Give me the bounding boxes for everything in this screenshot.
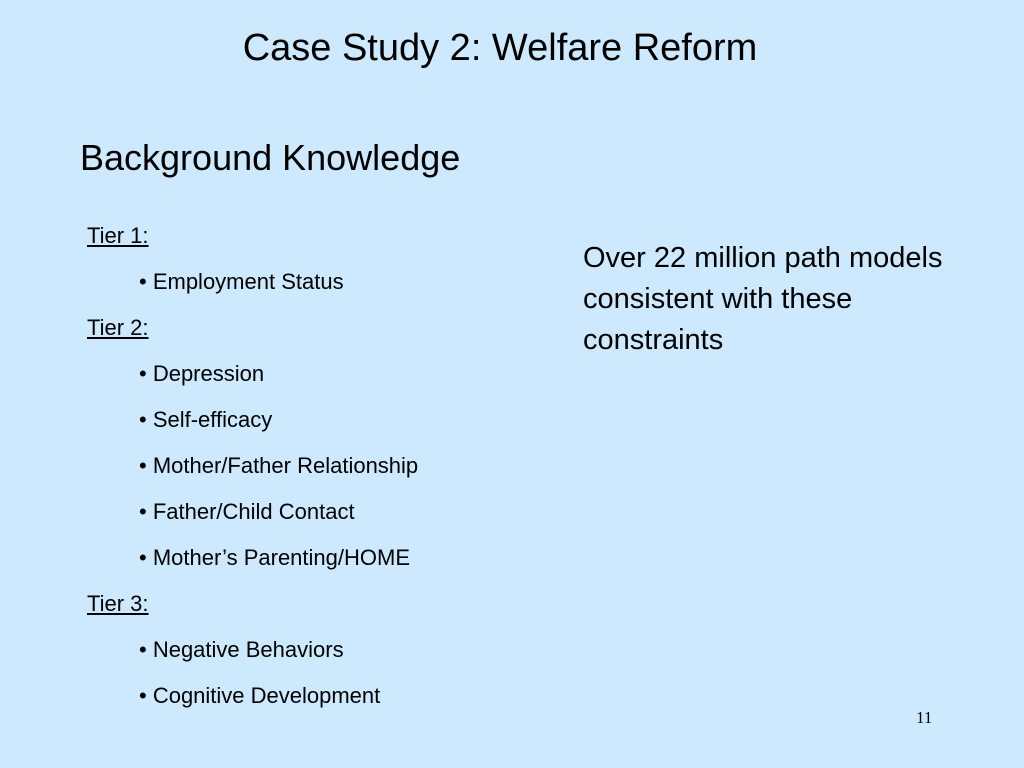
tier-label-1: Tier 1:: [87, 223, 149, 248]
tier-1-item: • Employment Status: [139, 269, 344, 294]
tier-2-item: • Mother’s Parenting/HOME: [139, 545, 410, 570]
tier-3-item: • Cognitive Development: [139, 683, 381, 708]
tier-3-item: • Negative Behaviors: [139, 637, 344, 662]
section-heading: Background Knowledge: [80, 137, 461, 178]
tier-2-item: • Mother/Father Relationship: [139, 453, 419, 478]
tier-label-3: Tier 3:: [87, 591, 149, 616]
tier-list: [87, 223, 418, 729]
tier-2-item: • Father/Child Contact: [139, 499, 355, 524]
tier-2-item: • Self-efficacy: [139, 407, 273, 432]
page-number: 11: [916, 708, 933, 727]
tier-label-2: Tier 2:: [87, 315, 149, 340]
tier-2-item: • Depression: [139, 361, 265, 386]
side-note: Over 22 million path models consistent with these constraints: [583, 242, 943, 356]
slide-title: Case Study 2: Welfare Reform: [242, 27, 758, 69]
